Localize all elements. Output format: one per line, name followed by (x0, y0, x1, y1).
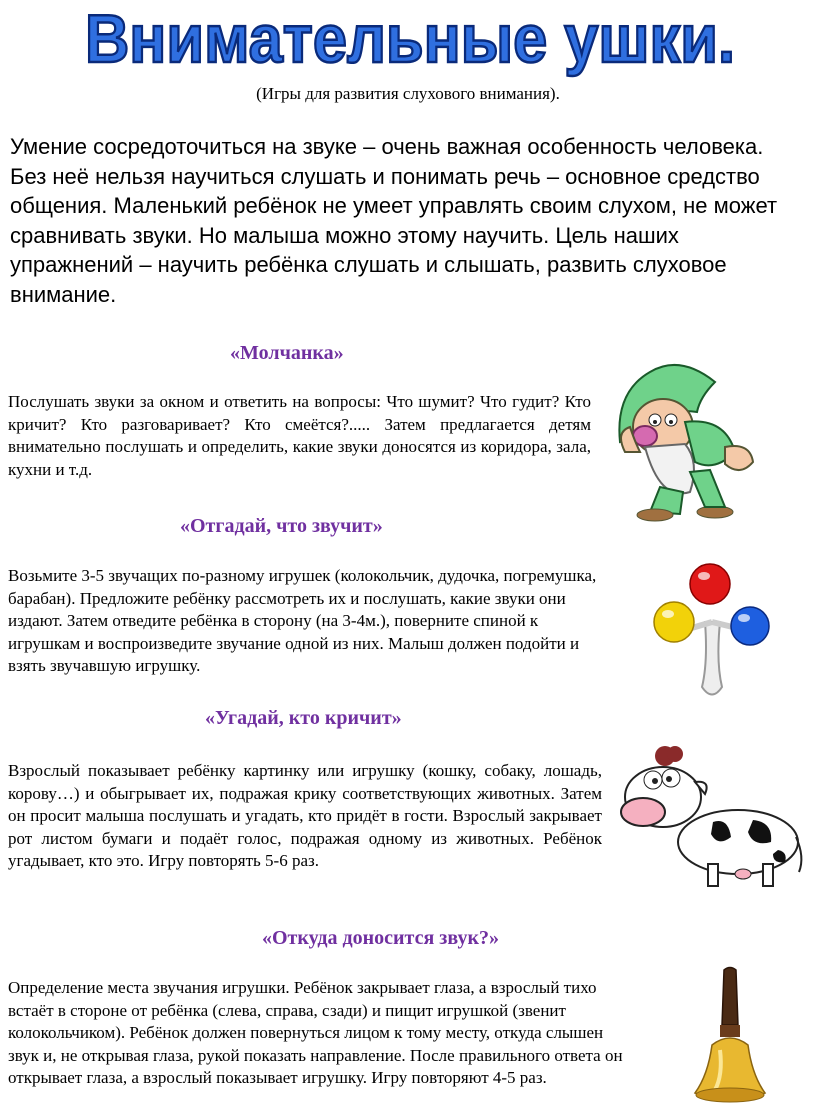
game-title-otgaday: «Отгадай, что звучит» (180, 515, 383, 537)
game-text-otgaday: Возьмите 3-5 звучащих по-разному игрушек (колокольчик, дудочка, погремушка, барабан). Предложите ребёнку рассмотреть их и послушать, какие звуки они издают. Затем отведите ребёнка в сторону (на 3-4м.), поверните спиной к игрушкам и воспроизведите звучание одной из них. Малыш должен подойти и взять звучавшую игрушку. (8, 566, 597, 675)
game-title-otkuda: «Откуда доносится звук?» (262, 927, 499, 949)
game-text-ugaday: Взрослый показывает ребёнку картинку или игрушку (кошку, собаку, лошадь, корову…) и обыгрывает их, подражая крику соответствующих животных. Затем он просит малыша послушать и угадать, кто придёт в гости. Взрослый закрывает рот листом бумаги и подаёт голос, подражая одному из животных. Ребёнок угадывает, кто это. Игру повторять 5-6 раз. (8, 761, 602, 870)
game-title-molchanka: «Молчанка» (230, 342, 344, 364)
page-subtitle: (Игры для развития слухового внимания). (256, 84, 560, 103)
bell-illustration (690, 965, 770, 1115)
page-title-text: Внимательные ушки. (85, 1, 735, 77)
dwarf-illustration (605, 352, 755, 522)
rattle-illustration (650, 562, 775, 707)
cow-illustration (613, 742, 808, 892)
game-title-ugaday: «Угадай, кто кричит» (205, 707, 402, 729)
game-text-otkuda: Определение места звучания игрушки. Ребёнок закрывает глаза, а взрослый тихо встаёт в стороне от ребёнка (слева, справа, сзади) и пищит игрушкой (звенит колокольчиком). Ребёнок должен повернуться лицом к тому месту, откуда слышен звук и, не открывая глаза, рукой показать направление. После правильного ответа он открывает глаза, а взрослый показывает игрушку. Игру повторяют 4-5 раз. (8, 978, 623, 1087)
intro-paragraph: Умение сосредоточиться на звуке – очень важная особенность человека. Без неё нельзя научиться слушать и понимать речь – основное средство общения. Маленький ребёнок не умеет управлять своим слухом, не может сравнивать звуки. Но малыша можно этому научить. Цель наших упражнений – научить ребёнка слушать и слышать, развить слуховое внимание. (10, 134, 778, 307)
page-title (60, 0, 760, 80)
game-text-molchanka: Послушать звуки за окном и ответить на вопросы: Что шумит? Что гудит? Кто кричит? Кто разговаривает? Кто смеётся?..... Затем предлагается детям внимательно послушать и определить, какие звуки доносятся из коридора, зала, кухни и т.д. (8, 392, 591, 479)
